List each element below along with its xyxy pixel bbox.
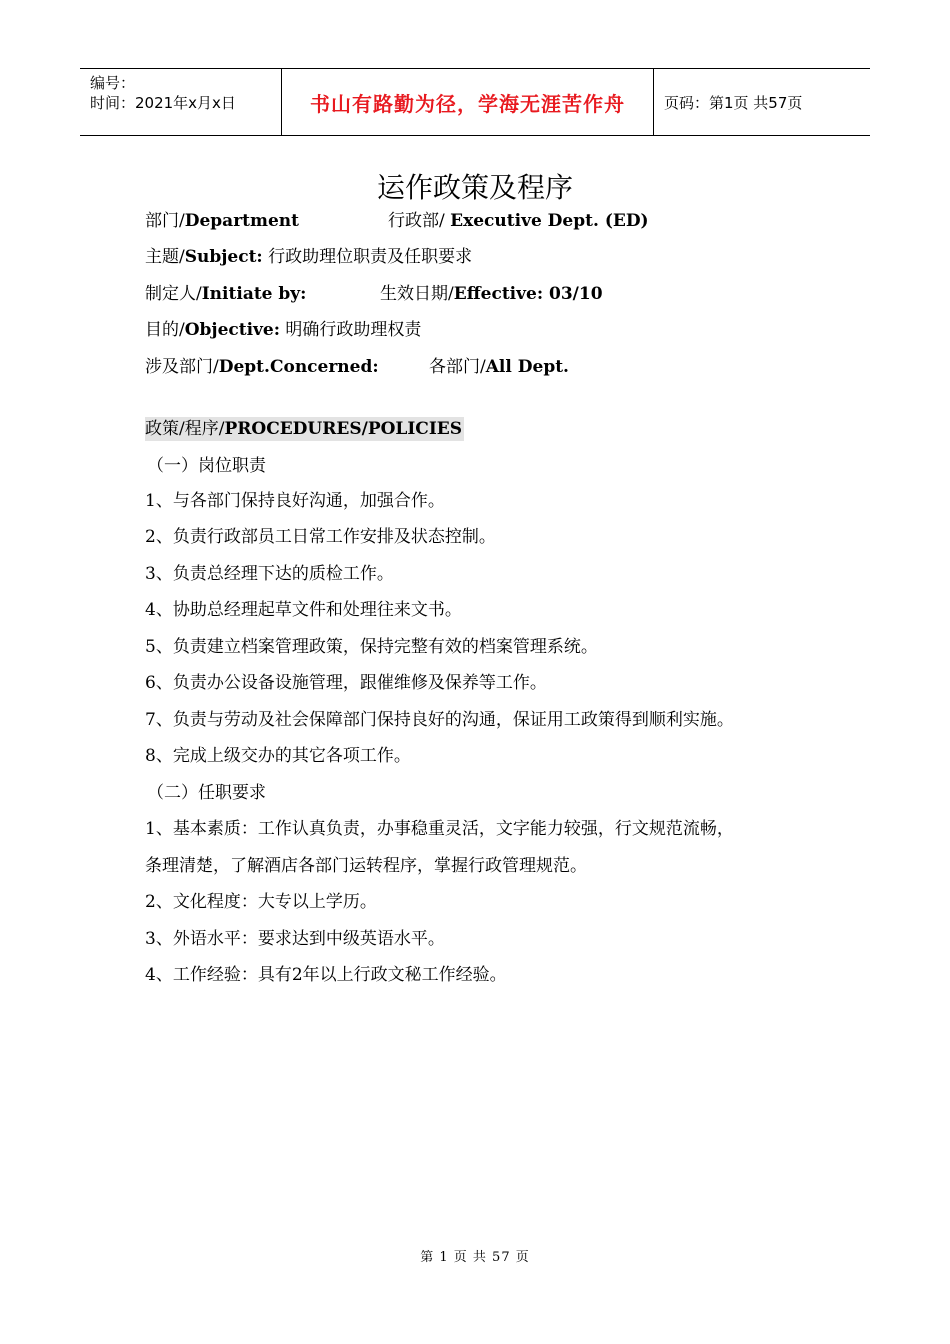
page-header bbox=[80, 68, 870, 136]
duty-item: 3、负责总经理下达的质检工作。 bbox=[145, 564, 394, 584]
requirement-item: 3、外语水平：要求达到中级英语水平。 bbox=[145, 929, 445, 949]
effective-field bbox=[380, 283, 603, 305]
duties-heading: （一）岗位职责 bbox=[147, 456, 266, 476]
meta-concerned-row bbox=[145, 356, 569, 378]
objective-value: 明确行政助理权责 bbox=[280, 320, 422, 340]
effective-label-en: Effective: 03/10 bbox=[453, 284, 603, 304]
subject-value: 行政助理位职责及任职要求 bbox=[262, 247, 473, 267]
meta-objective-row bbox=[145, 319, 421, 341]
meta-subject-row bbox=[145, 246, 472, 268]
duty-item: 6、负责办公设备设施管理，跟催维修及保养等工作。 bbox=[145, 673, 547, 693]
meta-initiate-row bbox=[145, 283, 603, 305]
subject-label-en: Subject: bbox=[184, 247, 263, 267]
header-info-cell bbox=[80, 69, 282, 135]
page-footer: 第 1 页 共 57 页 bbox=[420, 1250, 530, 1265]
concerned-value-en: All Dept. bbox=[485, 357, 569, 377]
header-code-label: 编号： bbox=[90, 74, 136, 92]
objective-label-cn: 目的/ bbox=[145, 320, 185, 340]
document-title: 运作政策及程序 bbox=[376, 171, 573, 204]
duty-item: 7、负责与劳动及社会保障部门保持良好的沟通，保证用工政策得到顺利实施。 bbox=[145, 710, 734, 730]
duty-item: 2、负责行政部员工日常工作安排及状态控制。 bbox=[145, 527, 496, 547]
meta-department-row bbox=[145, 210, 649, 232]
concerned-value-cn: 各部门/ bbox=[429, 357, 486, 377]
header-motto: 书山有路勤为径，学海无涯苦作舟 bbox=[282, 69, 654, 135]
initiate-label-cn: 制定人/ bbox=[145, 284, 202, 304]
section-heading-bar bbox=[145, 417, 464, 441]
objective-label-en: Objective: bbox=[184, 320, 281, 340]
requirement-item: 条理清楚，了解酒店各部门运转程序，掌握行政管理规范。 bbox=[145, 856, 587, 876]
subject-label-cn: 主题/ bbox=[145, 247, 185, 267]
requirement-item: 4、工作经验：具有2年以上行政文秘工作经验。 bbox=[145, 965, 507, 985]
duty-item: 8、完成上级交办的其它各项工作。 bbox=[145, 746, 411, 766]
header-page-info: 页码：第1页 共57页 bbox=[664, 93, 803, 112]
effective-label-cn: 生效日期/ bbox=[380, 284, 454, 304]
department-value-en: Executive Dept. (ED) bbox=[450, 211, 649, 231]
duty-item: 4、协助总经理起草文件和处理往来文书。 bbox=[145, 600, 462, 620]
concerned-value bbox=[429, 356, 569, 378]
department-value-cn: 行政部/ bbox=[388, 211, 451, 231]
duty-item: 1、与各部门保持良好沟通，加强合作。 bbox=[145, 491, 445, 511]
section-label-en: PROCEDURES/POLICIES bbox=[224, 419, 463, 439]
department-value bbox=[388, 210, 649, 232]
concerned-label-en: Dept.Concerned: bbox=[218, 357, 379, 377]
requirement-item: 1、基本素质：工作认真负责，办事稳重灵活，文字能力较强，行文规范流畅， bbox=[145, 819, 734, 839]
department-label-en: Department bbox=[184, 211, 300, 231]
concerned-label-cn: 涉及部门/ bbox=[145, 357, 219, 377]
requirement-item: 2、文化程度：大专以上学历。 bbox=[145, 892, 377, 912]
header-date-label: 时间：2021年x月x日 bbox=[90, 94, 236, 112]
section-label-cn: 政策/程序/ bbox=[145, 419, 225, 439]
duty-item: 5、负责建立档案管理政策，保持完整有效的档案管理系统。 bbox=[145, 637, 598, 657]
initiate-label-en: Initiate by: bbox=[201, 284, 307, 304]
requirements-heading: （二）任职要求 bbox=[147, 783, 266, 803]
department-label-cn: 部门/ bbox=[145, 211, 185, 231]
